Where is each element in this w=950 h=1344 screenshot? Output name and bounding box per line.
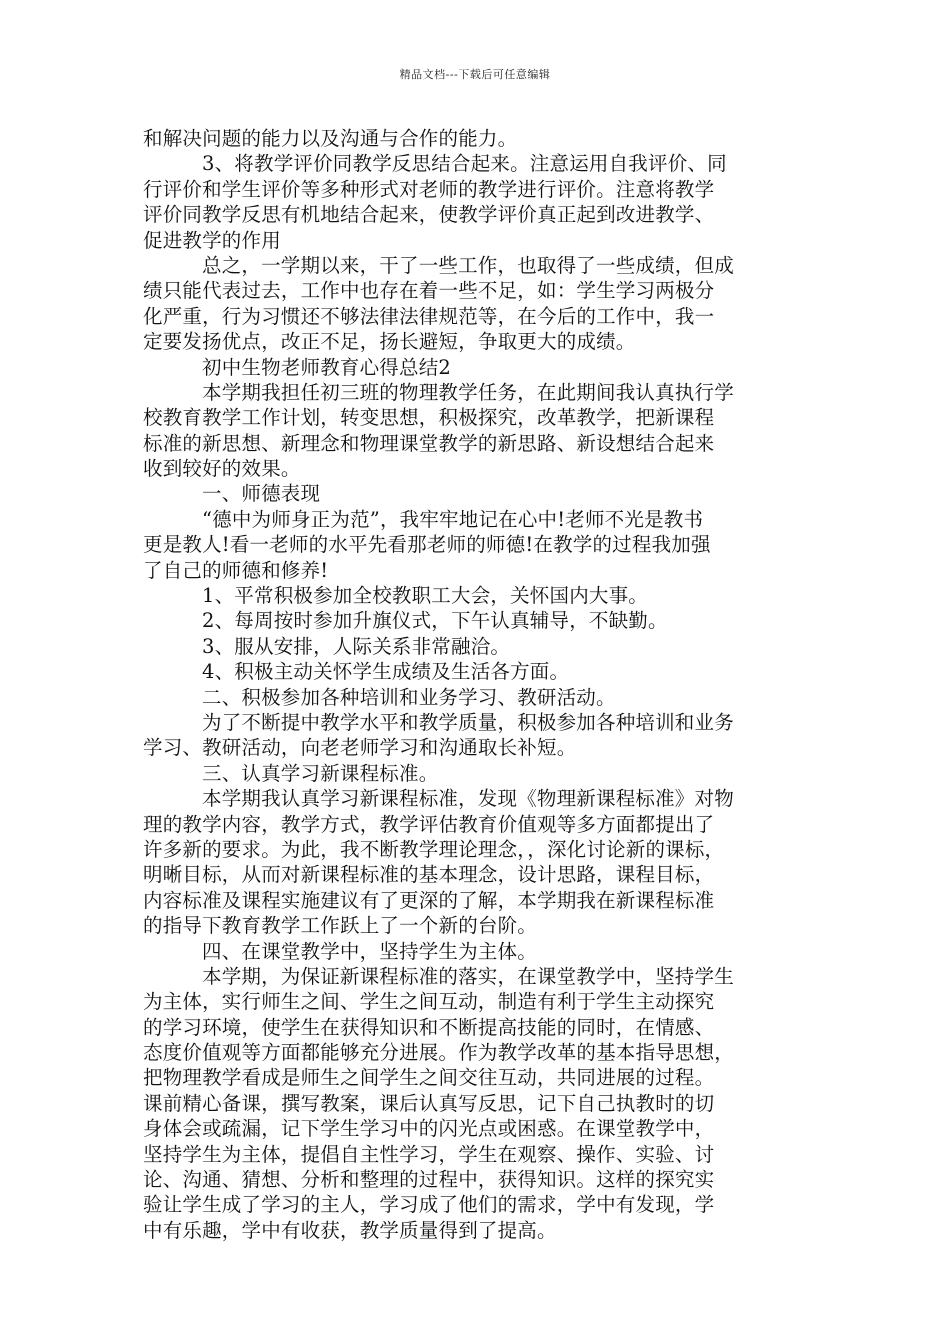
text-line: 更是教人!看一老师的水平先看那老师的师德!在教学的过程我加强: [143, 533, 711, 557]
text-line: 态度价值观等方面都能够充分进展。作为教学改革的基本指导思想，: [143, 1041, 735, 1065]
text-line: 本学期我认真学习新课程标准，发现《物理新课程标准》对物: [202, 787, 734, 811]
text-line: 绩只能代表过去，工作中也存在着一些不足，如：学生学习两极分: [143, 279, 715, 303]
text-line: 为了不断提中教学水平和教学质量，积极参加各种培训和业务: [202, 710, 734, 734]
text-line: 内容标准及课程实施建议有了更深的了解，本学期我在新课程标准: [143, 888, 715, 912]
text-line: 把物理教学看成是师生之间学生之间交往互动，共同进展的过程。: [143, 1066, 715, 1090]
text-line: 学习、教研活动，向老老师学习和沟通取长补短。: [143, 736, 577, 760]
text-line: 理的教学内容，教学方式，教学评估教育价值观等多方面都提出了: [143, 812, 715, 836]
text-line: “德中为师身正为范”，我牢牢地记在心中!老师不光是教书: [202, 507, 704, 531]
document-body: [143, 126, 811, 1243]
text-line: 评价同教学反思有机地结合起来，使教学评价真正起到改进教学、: [143, 203, 715, 227]
text-line: 4、积极主动关怀学生成绩及生活各方面。: [202, 660, 570, 684]
text-line: 校教育教学工作计划，转变思想，积极探究，改革教学，把新课程: [143, 406, 715, 430]
text-line: 验让学生成了学习的主人，学习成了他们的需求，学中有发现，学: [143, 1193, 715, 1217]
text-line: 为主体，实行师生之间、学生之间互动，制造有利于学生主动探究: [143, 990, 715, 1014]
text-line: 一、师德表现: [202, 482, 321, 506]
text-line: 坚持学生为主体，提倡自主性学习，学生在观察、操作、实验、讨: [143, 1142, 715, 1166]
text-line: 初中生物老师教育心得总结2: [202, 355, 452, 379]
text-line: 四、在课堂教学中，坚持学生为主体。: [202, 939, 537, 963]
text-line: 许多新的要求。为此，我不断教学理论理念，，深化讨论新的课标，: [143, 837, 725, 861]
text-line: 化严重，行为习惯还不够法律法律规范等，在今后的工作中，我一: [143, 304, 715, 328]
text-line: 中有乐趣，学中有收获，教学质量得到了提高。: [143, 1218, 557, 1242]
text-line: 论、沟通、猜想、分析和整理的过程中，获得知识。这样的探究实: [143, 1168, 715, 1192]
text-line: 定要发扬优点，改正不足，扬长避短，争取更大的成绩。: [143, 330, 636, 354]
text-line: 本学期我担任初三班的物理教学任务，在此期间我认真执行学: [202, 380, 734, 404]
text-line: 二、积极参加各种培训和业务学习、教研活动。: [202, 685, 616, 709]
text-line: 了自己的师德和修养!: [143, 558, 329, 582]
text-line: 的学习环境，使学生在获得知识和不断提高技能的同时，在情感、: [143, 1015, 715, 1039]
text-line: 3、将教学评价同教学反思结合起来。注意运用自我评价、同: [202, 152, 727, 176]
text-line: 的指导下教育教学工作跃上了一个新的台阶。: [143, 914, 538, 938]
text-line: 课前精心备课，撰写教案，课后认真写反思，记下自己执教时的切: [143, 1091, 715, 1115]
text-line: 行评价和学生评价等多种形式对老师的教学进行评价。注意将教学: [143, 177, 715, 201]
text-line: 本学期，为保证新课程标准的落实，在课堂教学中，坚持学生: [202, 964, 734, 988]
text-line: 收到较好的效果。: [143, 457, 301, 481]
text-line: 三、认真学习新课程标准。: [202, 761, 439, 785]
text-line: 标准的新思想、新理念和物理课堂教学的新思路、新设想结合起来: [143, 431, 715, 455]
text-line: 3、服从安排，人际关系非常融洽。: [202, 634, 511, 658]
text-line: 明晰目标，从而对新课程标准的基本理念，设计思路，课程目标，: [143, 863, 715, 887]
text-line: 和解决问题的能力以及沟通与合作的能力。: [143, 127, 518, 150]
text-line: 2、每周按时参加升旗仪式，下午认真辅导，不缺勤。: [202, 609, 668, 633]
text-line: 1、平常积极参加全校教职工大会，关怀国内大事。: [202, 584, 649, 608]
text-line: 总之，一学期以来，干了一些工作，也取得了一些成绩，但成: [202, 253, 734, 277]
page-header: 精品文档---下载后可任意编辑: [399, 68, 551, 81]
text-line: 促进教学的作用: [143, 228, 281, 252]
text-line: 身体会或疏漏，记下学生学习中的闪光点或困惑。在课堂教学中，: [143, 1117, 715, 1141]
